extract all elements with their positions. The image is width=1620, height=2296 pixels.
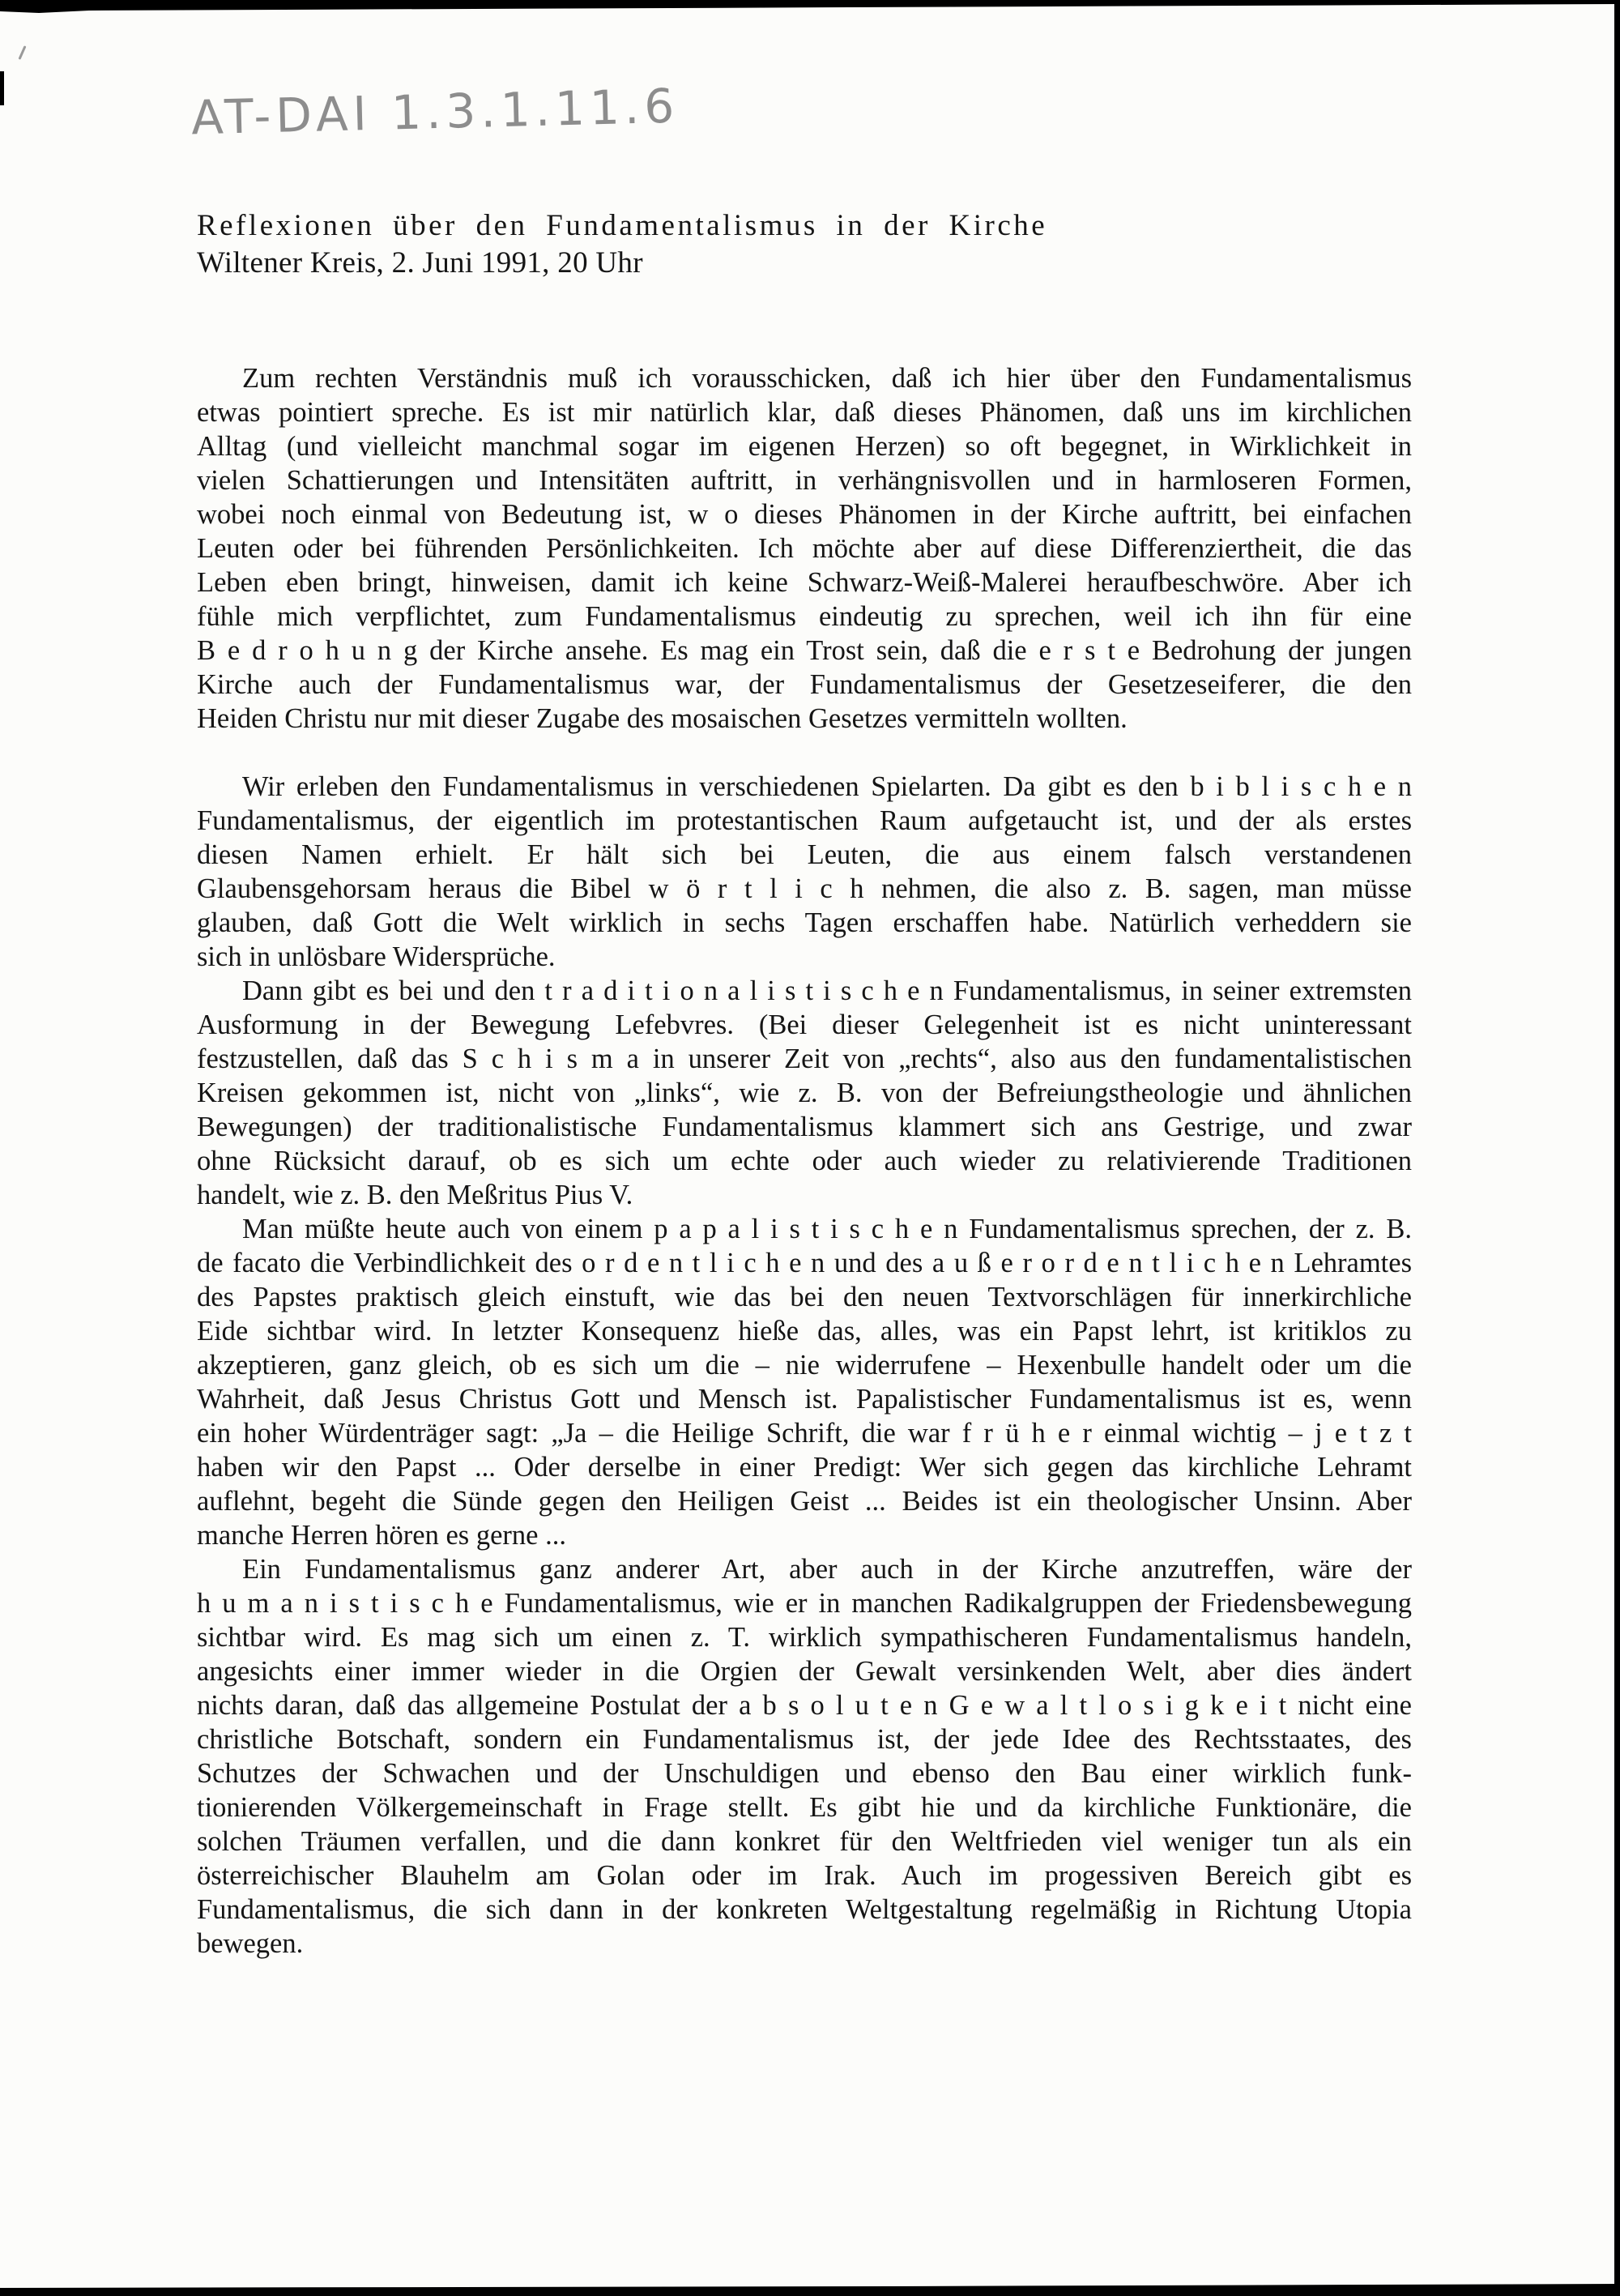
page-subtitle: Wiltener Kreis, 2. Juni 1991, 20 Uhr: [197, 246, 643, 280]
paragraph: [197, 974, 1412, 1212]
text-line: etwas pointiert spreche. Es ist mir natürlich klar, daß dieses Phänomen, daß uns im kirchlichen: [197, 397, 1412, 428]
scan-artifact-top-edge: [0, 0, 1620, 16]
text-line: Dann gibt es bei und den t r a d i t i o n a l i s t i s c h e n Fundamentalismus, in seiner extremsten: [242, 975, 1412, 1006]
page-title: Reflexionen über den Fundamentalismus in der Kirche: [197, 209, 1048, 242]
text-line: Ein Fundamentalismus ganz anderer Art, aber auch in der Kirche anzutreffen, wäre der: [242, 1554, 1412, 1585]
text-line: nichts daran, daß das allgemeine Postulat der a b s o l u t e n G e w a l t l o s i g k e i t nicht eine: [197, 1690, 1412, 1721]
paragraph: [197, 361, 1412, 736]
text-line: Fundamentalismus, der eigentlich im protestantischen Raum aufgetaucht ist, und der als erstes: [197, 805, 1412, 836]
title-block: [197, 207, 1047, 282]
text-line: glauben, daß Gott die Welt wirklich in sechs Tagen erschaffen habe. Natürlich verheddern sie: [197, 907, 1412, 938]
text-line: Heiden Christu nur mit dieser Zugabe des mosaischen Gesetzes vermitteln wollten.: [197, 703, 1128, 734]
text-line: fühle mich verpflichtet, zum Fundamentalismus eindeutig zu sprechen, weil ich ihn für eine: [197, 601, 1412, 632]
text-line: Schutzes der Schwachen und der Unschuldigen und ebenso den Bau einer wirklich funk-: [197, 1758, 1412, 1789]
text-line: de facato die Verbindlichkeit des o r d e n t l i c h e n und des a u ß e r o r d e n t l i c h e n Lehramtes: [197, 1248, 1412, 1278]
text-line: tionierenden Völkergemeinschaft in Frage stellt. Es gibt hie und da kirchliche Funktionäre, die: [197, 1792, 1412, 1823]
text-line: des Papstes praktisch gleich einstuft, wie das bei den neuen Textvorschlägen für innerkirchliche: [197, 1282, 1412, 1312]
text-line: Fundamentalismus, die sich dann in der konkreten Weltgestaltung regelmäßig in Richtung Utopia: [197, 1894, 1412, 1925]
text-line: österreichischer Blauhelm am Golan oder im Irak. Auch im progessiven Bereich gibt es: [197, 1860, 1412, 1891]
scan-artifact-left-notch: [0, 71, 4, 105]
text-line: diesen Namen erhielt. Er hält sich bei Leuten, die aus einem falsch verstandenen: [197, 839, 1412, 870]
text-line: akzeptieren, ganz gleich, ob es sich um die – nie widerrufene – Hexenbulle handelt oder um die: [197, 1350, 1412, 1381]
text-line: manche Herren hören es gerne ...: [197, 1520, 566, 1551]
text-line: Ausformung in der Bewegung Lefebvres. (Bei dieser Gelegenheit ist es nicht uninteressant: [197, 1009, 1412, 1040]
text-line: Man müßte heute auch von einem p a p a l i s t i s c h e n Fundamentalismus sprechen, der z. B.: [242, 1214, 1412, 1244]
text-line: Bewegungen) der traditionalistische Fundamentalismus klammert sich ans Gestrige, und zwar: [197, 1112, 1412, 1142]
text-line: christliche Botschaft, sondern ein Fundamentalismus ist, der jede Idee des Rechtsstaates, des: [197, 1724, 1412, 1755]
text-line: h u m a n i s t i s c h e Fundamentalismus, wie er in manchen Radikalgruppen der Friedensbewegung: [197, 1588, 1412, 1619]
body-text: [197, 361, 1412, 1961]
text-line: angesichts einer immer wieder in die Orgien der Gewalt versinkenden Welt, aber dies ändert: [197, 1656, 1412, 1687]
scan-artifact-right-edge: [1614, 0, 1620, 2296]
text-line: Alltag (und vielleicht manchmal sogar im eigenen Herzen) so oft begegnet, in Wirklichkeit in: [197, 431, 1412, 462]
paragraph: [197, 1552, 1412, 1961]
text-line: haben wir den Papst ... Oder derselbe in einer Predigt: Wer sich gegen das kirchliche Lehramt: [197, 1452, 1412, 1483]
text-line: Kirche auch der Fundamentalismus war, der Fundamentalismus der Gesetzeseiferer, die den: [197, 669, 1412, 700]
text-line: ohne Rücksicht darauf, ob es sich um echte oder auch wieder zu relativierende Traditionen: [197, 1146, 1412, 1176]
text-line: Leben eben bringt, hinweisen, damit ich keine Schwarz-Weiß-Malerei heraufbeschwöre. Aber ich: [197, 567, 1412, 598]
pencil-tick-mark: [18, 45, 26, 60]
text-line: solchen Träumen verfallen, und die dann konkret für den Weltfrieden viel weniger tun als ein: [197, 1826, 1412, 1857]
text-line: sich in unlösbare Widersprüche.: [197, 941, 556, 972]
paragraph: [197, 1212, 1412, 1552]
text-line: B e d r o h u n g der Kirche ansehe. Es mag ein Trost sein, daß die e r s t e Bedrohung der jungen: [197, 635, 1412, 666]
text-line: handelt, wie z. B. den Meßritus Pius V.: [197, 1180, 633, 1210]
handwritten-reference: AT-DAI 1.3.1.11.6: [190, 78, 680, 146]
text-line: Glaubensgehorsam heraus die Bibel w ö r t l i c h nehmen, die also z. B. sagen, man müsse: [197, 873, 1412, 904]
paragraph: [197, 770, 1412, 974]
scan-artifact-bottom-edge: [0, 2280, 1620, 2296]
text-line: Leuten oder bei führenden Persönlichkeiten. Ich möchte aber auf diese Differenziertheit, die das: [197, 533, 1412, 564]
text-line: Eide sichtbar wird. In letzter Konsequenz hieße das, alles, was ein Papst lehrt, ist kritiklos zu: [197, 1316, 1412, 1346]
text-line: Zum rechten Verständnis muß ich vorausschicken, daß ich hier über den Fundamentalismus: [242, 363, 1412, 394]
text-line: auflehnt, begeht die Sünde gegen den Heiligen Geist ... Beides ist ein theologischer Unsinn. Aber: [197, 1486, 1412, 1517]
text-line: sichtbar wird. Es mag sich um einen z. T. wirklich sympathischeren Fundamentalismus handeln,: [197, 1622, 1412, 1653]
text-line: bewegen.: [197, 1928, 304, 1959]
text-line: vielen Schattierungen und Intensitäten auftritt, in verhängnisvollen und in harmloseren Formen,: [197, 465, 1412, 496]
text-line: ein hoher Würdenträger sagt: „Ja – die Heilige Schrift, die war f r ü h e r einmal wichtig – j e t z t: [197, 1418, 1412, 1449]
text-line: Wahrheit, daß Jesus Christus Gott und Mensch ist. Papalistischer Fundamentalismus ist es, wenn: [197, 1384, 1412, 1415]
text-line: Wir erleben den Fundamentalismus in verschiedenen Spielarten. Da gibt es den b i b l i s c h e n: [242, 771, 1412, 802]
text-line: Kreisen gekommen ist, nicht von „links“, wie z. B. von der Befreiungstheologie und ähnlichen: [197, 1078, 1412, 1108]
text-line: festzustellen, daß das S c h i s m a in unserer Zeit von „rechts“, also aus den fundamentalistischen: [197, 1043, 1412, 1074]
text-line: wobei noch einmal von Bedeutung ist, w o dieses Phänomen in der Kirche auftritt, bei einfachen: [197, 499, 1412, 530]
